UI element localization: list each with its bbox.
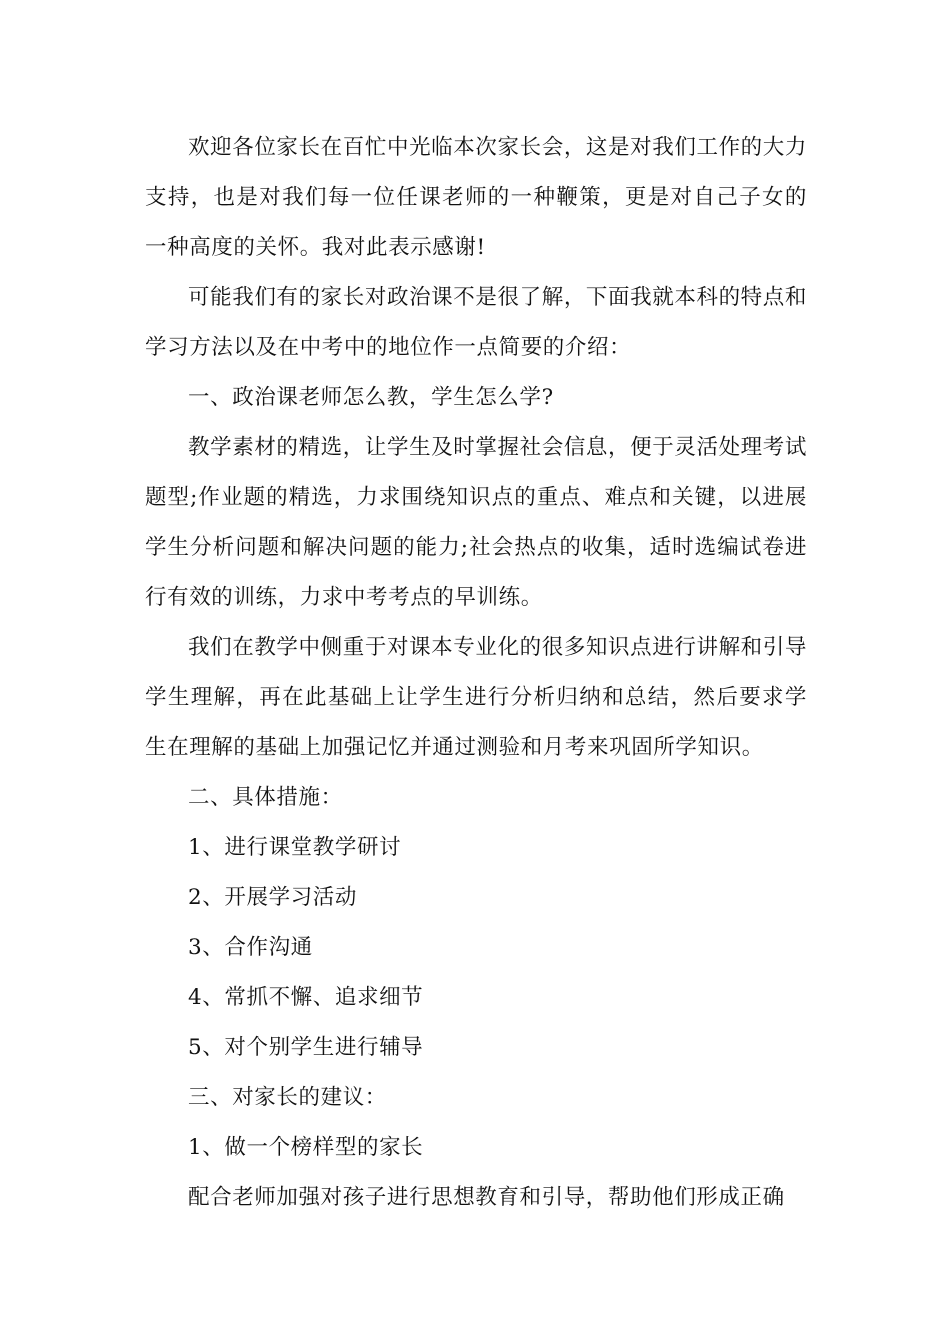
section-heading-teaching: 一、政治课老师怎么教，学生怎么学? <box>188 385 554 410</box>
list-item-measure-2: 2、开展学习活动 <box>188 885 357 910</box>
paragraph-teaching-focus: 我们在教学中侧重于对课本专业化的很多知识点进行讲解和引导学生理解，再在此基础上让学生进行分析归纳和总结，然后要求学生在理解的基础上加强记忆并通过测验和月考来巩固所学知识。 <box>145 635 807 760</box>
paragraph-teaching-materials: 教学素材的精选，让学生及时掌握社会信息，便于灵活处理考试题型;作业题的精选，力求围绕知识点的重点、难点和关键，以进展学生分析问题和解决问题的能力;社会热点的收集，适时选编试卷进行有效的训练，力求中考考点的早训练。 <box>145 435 807 610</box>
list-item-suggestion-1: 1、做一个榜样型的家长 <box>188 1135 424 1160</box>
paragraph-welcome: 欢迎各位家长在百忙中光临本次家长会，这是对我们工作的大力支持，也是对我们每一位任课老师的一种鞭策，更是对自己子女的一种高度的关怀。我对此表示感谢! <box>145 135 807 260</box>
paragraph-introduction: 可能我们有的家长对政治课不是很了解，下面我就本科的特点和学习方法以及在中考中的地位作一点简要的介绍： <box>145 285 807 360</box>
list-item-measure-3: 3、合作沟通 <box>188 935 313 960</box>
document-body <box>145 123 807 1223</box>
list-item-measure-1: 1、进行课堂教学研讨 <box>188 835 402 860</box>
list-item-measure-4: 4、常抓不懈、追求细节 <box>188 985 424 1010</box>
section-heading-suggestions: 三、对家长的建议： <box>188 1085 387 1110</box>
list-item-measure-5: 5、对个别学生进行辅导 <box>188 1035 424 1060</box>
paragraph-suggestion-detail: 配合老师加强对孩子进行思想教育和引导，帮助他们形成正确 <box>188 1185 785 1210</box>
section-heading-measures: 二、具体措施： <box>188 785 343 810</box>
